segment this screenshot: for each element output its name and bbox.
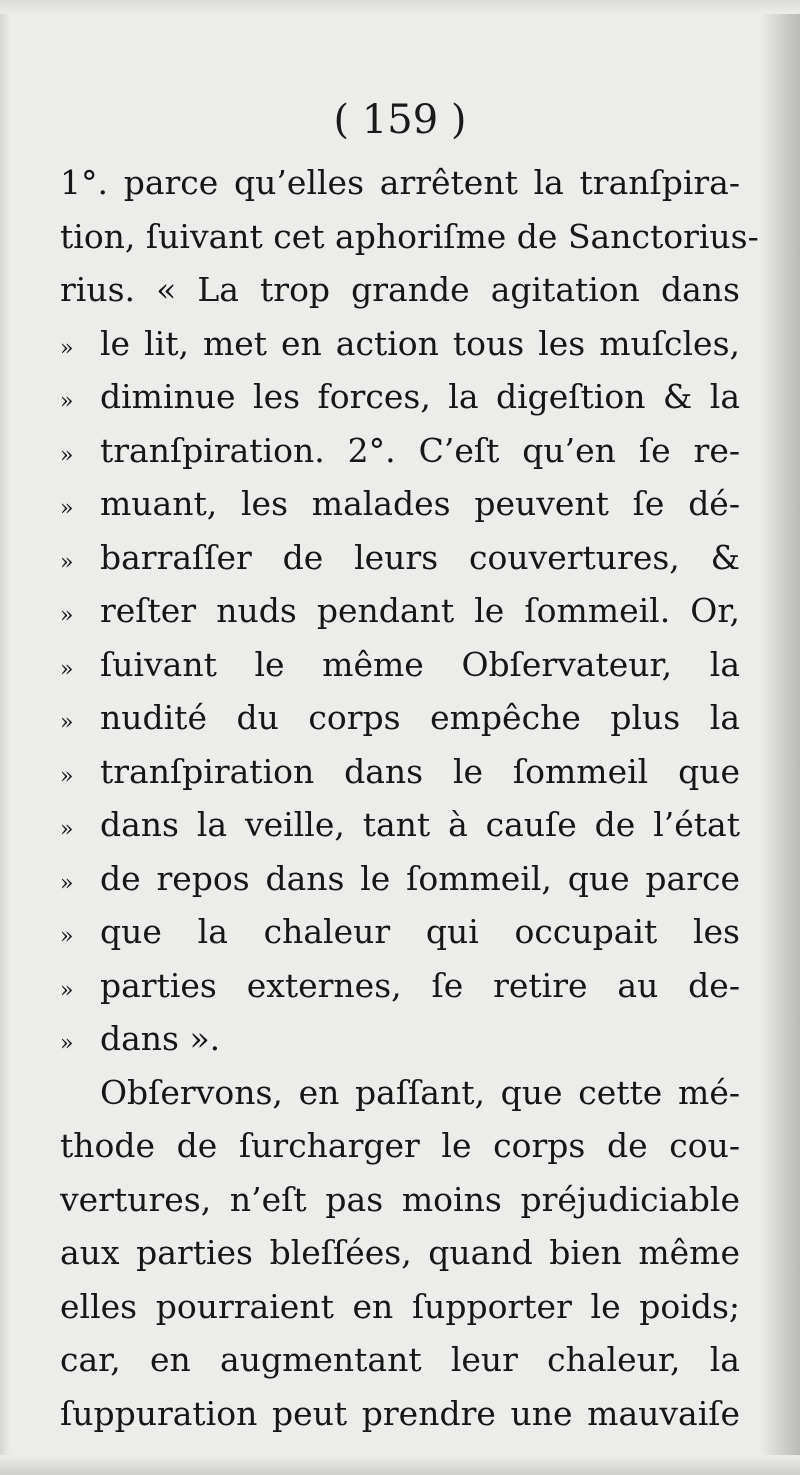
quote-mark: » [60, 977, 74, 1003]
quote-mark: » [60, 763, 74, 789]
text-line: » nudité du corps empêche plus la [60, 691, 740, 745]
quote-mark: » [60, 817, 74, 842]
text-line: tion, ſuivant cet aphoriſme de Sanctorius- [60, 216, 759, 256]
quote-mark: » [60, 335, 74, 361]
text-line: 1°. parce qu’elles arrêtent la tranſpira- [60, 163, 740, 202]
text-line: » barraſſer de leurs couvertures, & [60, 531, 740, 585]
quote-mark: » [60, 389, 74, 414]
text-line: » dans la veille, tant à cauſe de l’état [60, 798, 740, 852]
text-line: » tranſpiration. 2°. C’eſt qu’en ſe re- [60, 424, 740, 478]
text-line: ſuppuration peut prendre une mauvaiſe [60, 1393, 740, 1433]
quote-mark: » [60, 549, 74, 575]
page-edge-bottom [0, 1455, 800, 1475]
text-line: vertures, n’eſt pas moins préjudiciable [60, 1179, 740, 1219]
text-line: » ſuivant le même Obſervateur, la [60, 638, 740, 692]
text-line: car, en augmentant leur chaleur, la [60, 1340, 740, 1379]
text-line: » reſter nuds pendant le ſommeil. Or, [60, 584, 740, 638]
text-line: thode de ſurcharger le corps de cou- [60, 1126, 740, 1165]
quote-mark: » [60, 442, 74, 468]
text-line: » parties externes, ſe retire au de- [60, 959, 740, 1013]
quote-mark: » [60, 924, 74, 949]
text-line: » diminue les forces, la digeſtion & la [60, 370, 740, 424]
quote-mark: » [60, 603, 74, 628]
text-line: » muant, les malades peuvent ſe dé- [60, 477, 740, 531]
text-line: rius. « La trop grande agitation dans [60, 270, 740, 309]
quote-mark: » [60, 496, 74, 521]
quote-mark: » [60, 870, 74, 896]
page-number: ( 159 ) [333, 97, 467, 143]
text-line: » que la chaleur qui occupait les [60, 905, 740, 959]
text-line: elles pourraient en ſupporter le poids; [60, 1286, 740, 1326]
body-text [60, 156, 759, 1440]
quote-mark: » [60, 1031, 74, 1056]
text-line: Obſervons, en paſſant, que cette mé- [100, 1072, 740, 1112]
text-line: » dans ». [60, 1012, 740, 1066]
text-line: » tranſpiration dans le ſommeil que [60, 745, 740, 799]
text-line: » de repos dans le ſommeil, que parce [60, 852, 740, 906]
text-line: aux parties bleſſées, quand bien même [60, 1233, 740, 1272]
page-edge-left [0, 0, 10, 1475]
text-line: » le lit, met en action tous les muſcles, [60, 317, 740, 371]
quote-mark: » [60, 656, 74, 682]
page-edge-right [760, 0, 800, 1475]
page-edge-top [0, 0, 800, 14]
quote-mark: » [60, 710, 74, 735]
